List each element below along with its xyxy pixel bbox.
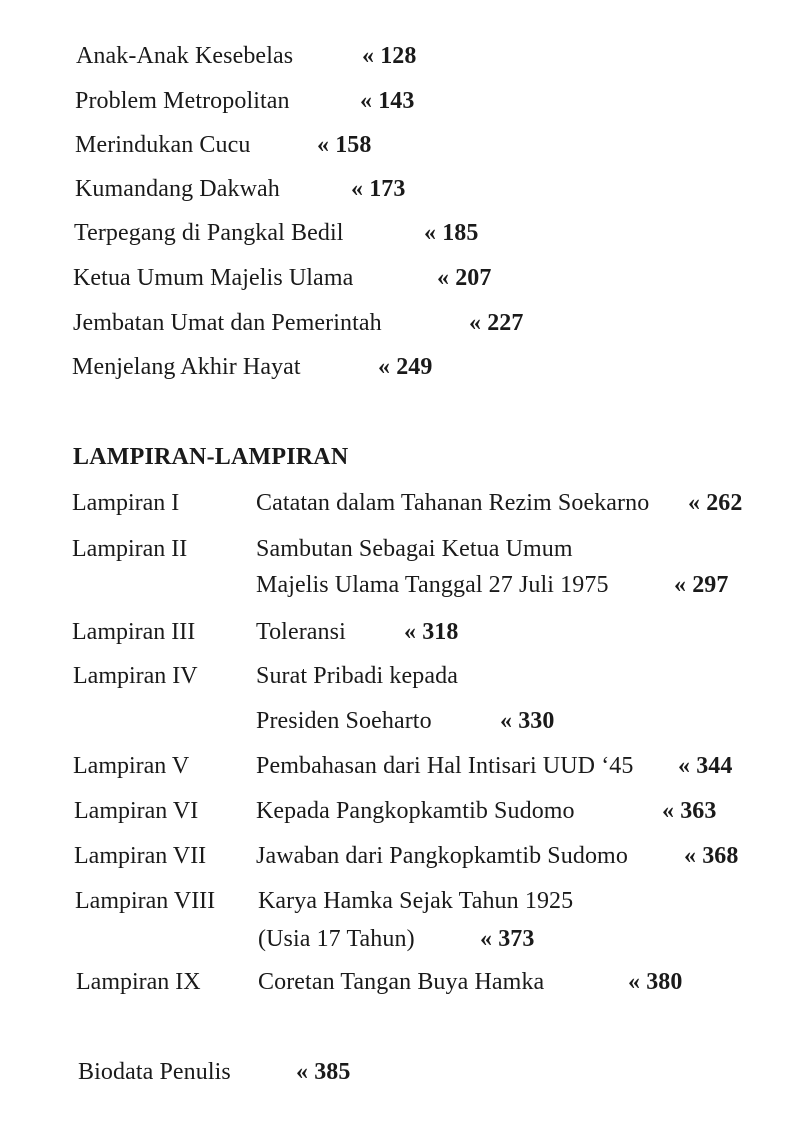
appendix-title-line2: Majelis Ulama Tanggal 27 Juli 1975 <box>256 572 609 598</box>
section-heading: LAMPIRAN-LAMPIRAN <box>73 444 349 470</box>
toc-entry-biodata <box>78 1058 351 1086</box>
entry-title: Anak-Anak Kesebelas <box>76 43 294 69</box>
appendix-label: Lampiran V <box>73 753 190 779</box>
entry-page: « 207 <box>437 265 492 291</box>
entry-title: Ketua Umum Majelis Ulama <box>73 265 354 291</box>
appendix-title <box>258 925 535 953</box>
appendix-title <box>256 842 739 870</box>
entry-page: « 318 <box>404 619 459 645</box>
appendix-label: Lampiran VIII <box>75 888 216 914</box>
appendix-title-line2: (Usia 17 Tahun) <box>258 926 415 952</box>
appendix-title <box>256 618 459 646</box>
toc-entry <box>75 87 415 115</box>
toc-entry <box>76 42 417 70</box>
appendix-label: Lampiran IV <box>73 663 198 689</box>
entry-page: « 297 <box>674 572 729 598</box>
entry-title: Kumandang Dakwah <box>75 176 280 202</box>
appendix-title-line1: Surat Pribadi kepada <box>256 663 458 689</box>
appendix-title <box>256 489 743 517</box>
toc-entry <box>74 219 479 247</box>
appendix-title-line1: Sambutan Sebagai Ketua Umum <box>256 536 573 562</box>
toc-entry <box>73 264 492 292</box>
entry-page: « 380 <box>628 969 683 995</box>
entry-page: « 173 <box>351 176 406 202</box>
appendix-title-text: Kepada Pangkopkamtib Sudomo <box>256 798 575 824</box>
entry-page: « 363 <box>662 798 717 824</box>
toc-entry <box>72 353 433 381</box>
entry-title: Merindukan Cucu <box>75 132 251 158</box>
entry-page: « 344 <box>678 753 733 779</box>
entry-page: « 158 <box>317 132 372 158</box>
appendix-title-line1: Karya Hamka Sejak Tahun 1925 <box>258 888 574 914</box>
entry-title: Terpegang di Pangkal Bedil <box>74 220 344 246</box>
toc-entry <box>73 309 524 337</box>
entry-page: « 373 <box>480 926 535 952</box>
appendix-title-text: Coretan Tangan Buya Hamka <box>258 969 545 995</box>
appendix-title-text: Jawaban dari Pangkopkamtib Sudomo <box>256 843 628 869</box>
entry-page: « 368 <box>684 843 739 869</box>
appendix-title <box>256 571 729 599</box>
appendix-label: Lampiran VII <box>74 843 207 869</box>
appendix-label: Lampiran VI <box>74 798 199 824</box>
appendix-title <box>258 968 683 996</box>
appendix-label: Lampiran IX <box>76 969 201 995</box>
entry-page: « 249 <box>378 354 433 380</box>
entry-title: Jembatan Umat dan Pemerintah <box>73 310 382 336</box>
toc-entry <box>75 131 372 159</box>
appendix-title-text: Pembahasan dari Hal Intisari UUD ‘45 <box>256 753 634 779</box>
toc-entry <box>75 175 406 203</box>
entry-page: « 143 <box>360 88 415 114</box>
appendix-label: Lampiran III <box>72 619 196 645</box>
appendix-title-text: Toleransi <box>256 619 346 645</box>
entry-page: « 330 <box>500 708 555 734</box>
appendix-title <box>256 797 717 825</box>
entry-page: « 227 <box>469 310 524 336</box>
appendix-title-line2: Presiden Soeharto <box>256 708 432 734</box>
entry-page: « 128 <box>362 43 417 69</box>
appendix-title-text: Catatan dalam Tahanan Rezim Soekarno <box>256 490 650 516</box>
entry-page: « 262 <box>688 490 743 516</box>
entry-title: Menjelang Akhir Hayat <box>72 354 301 380</box>
entry-page: « 185 <box>424 220 479 246</box>
appendix-title <box>256 707 555 735</box>
entry-title: Problem Metropolitan <box>75 88 290 114</box>
appendix-title <box>256 752 733 780</box>
appendix-label: Lampiran I <box>72 490 180 516</box>
entry-page: « 385 <box>296 1059 351 1085</box>
entry-title: Biodata Penulis <box>78 1059 231 1085</box>
appendix-label: Lampiran II <box>72 536 188 562</box>
